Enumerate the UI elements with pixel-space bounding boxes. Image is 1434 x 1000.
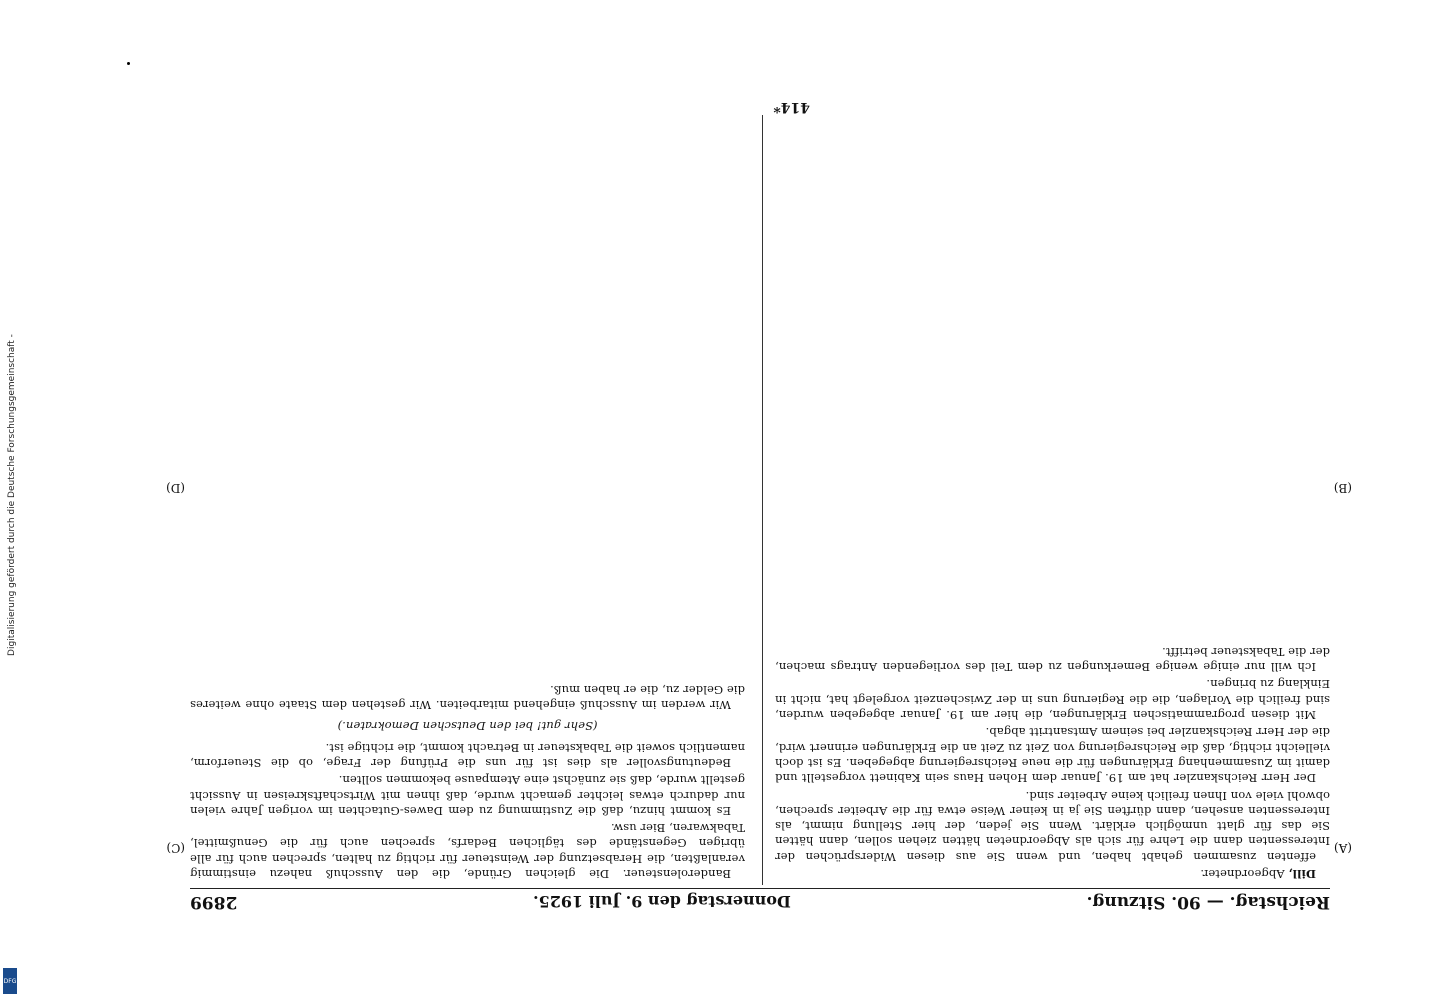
paragraph: Der Herr Reichskanzler hat am 19. Januar dem Hohen Haus sein Kabinett vorgestellt und damit im Zusammenhang Erklärungen für die neue Reichsregierung abgegeben. Es ist doch vielleicht richtig, daß die Reichsregierung von Zeit zu Zeit an die Erklärungen erinnert wird, die der Herr Reichskanzler bei seinem Amtsantritt abgab. — [775, 725, 1330, 786]
page-number: 2899 — [190, 892, 238, 912]
paragraph: Es kommt hinzu, daß die Zustimmung zu dem Dawes-Gutachten im vorigen Jahre vielen nur dadurch etwas leichter gemacht wurde, daß ihnen mit Wirtschaftskreisen in Aussicht gestellt wurde, daß sie zunächst eine Atempause bekommen sollten. — [190, 773, 745, 818]
speaker-line — [775, 866, 1330, 881]
right-column — [190, 121, 745, 881]
margin-marker-c: (C) — [166, 841, 185, 855]
header-right-title: Donnerstag den 9. Juli 1925. — [533, 892, 791, 912]
paragraph: Wir werden im Ausschuß eingehend mitarbeiten. Wir gestehen dem Staate ohne weiteres die Gelder zu, die er haben muß. — [190, 682, 745, 713]
funding-note: Digitalisierung gefördert durch die Deutsche Forschungsgemeinschaft - — [7, 334, 17, 656]
paragraph: Mit diesen programmatischen Erklärungen, die hier am 19. Januar abgegeben wurden, sind freilich die Vorlagen, die die Regierung uns in der Zwischenzeit vorgelegt hat, nicht in Einklang zu bringen. — [775, 677, 1330, 723]
rotated-page-content — [166, 95, 1352, 915]
column-divider — [762, 115, 763, 885]
paragraph: Ich will nur einige wenige Bemerkungen zu dem Teil des vorliegenden Antrags machen, der die Tabaksteuer betrifft. — [775, 644, 1330, 675]
margin-marker-a: (A) — [1333, 841, 1352, 855]
left-column — [775, 121, 1330, 881]
speaker-name: Dill, — [1288, 867, 1316, 881]
margin-marker-d: (D) — [166, 481, 185, 495]
scanned-page — [166, 95, 1352, 915]
speck — [127, 62, 130, 65]
paragraph: Bedeutungsvoller als dies ist für uns die Prüfung der Frage, ob die Steuerform, namentlich soweit die Tabaksteuer in Betracht kommt, die richtige ist. — [190, 740, 745, 770]
paragraph: effenten zusammen gehabt haben, und wenn Sie aus diesen Widersprüchen der Interessenten dann die Lehre für sich als Abgeordneten hätten ziehen sollen, dann hätten Sie das für glatt unmöglich erklärt. Wenn Sie jeden, der hier Stellung nimmt, als Interessenten ansehen, dann dürften Sie ja in keiner Weise etwa für die Arbeiter sprechen, obwohl viele von Ihnen freilich keine Arbeiter sind. — [775, 788, 1330, 864]
footer-number: 414* — [773, 99, 810, 115]
margin-marker-b: (B) — [1333, 481, 1352, 495]
sidebar — [2, 0, 20, 1000]
speaker-role: Abgeordneter. — [1200, 867, 1285, 881]
header-left: Reichstag. — 90. Sitzung. — [1086, 892, 1330, 912]
dfg-logo: DFG — [3, 968, 17, 994]
applause-note: (Sehr gut! bei den Deutschen Demokraten.) — [337, 719, 598, 734]
paragraph: Banderolensteuer. Die gleichen Gründe, die den Ausschuß nahezu einstimmig veranlaßten, die Herabsetzung der Weinsteuer für richtig zu halten, sprechen auch für alle übrigen Gegenstände des täglichen Bedarfs, sprechen auch für die Genußmittel, Tabakwaren, Bier usw. — [190, 821, 745, 881]
page-header — [190, 888, 1330, 915]
